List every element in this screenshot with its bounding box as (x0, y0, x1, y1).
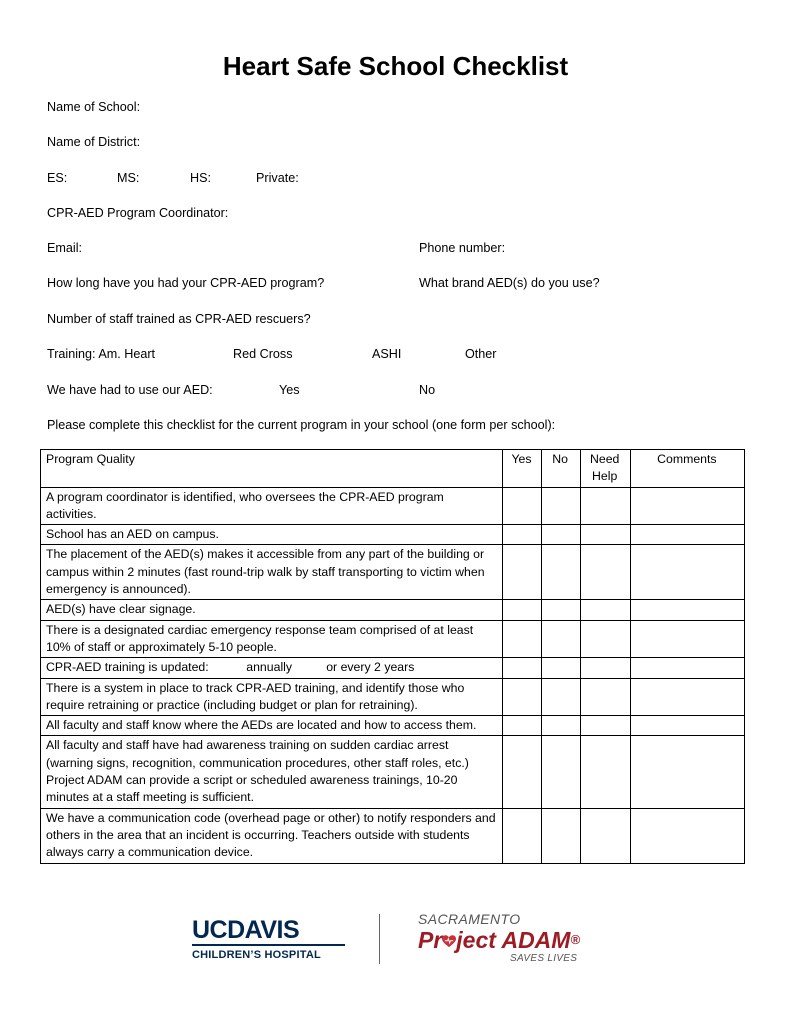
logo-saves-lives-text: SAVES LIVES (510, 953, 578, 964)
page-title: Heart Safe School Checklist (222, 51, 569, 81)
comments-cell[interactable] (630, 678, 744, 716)
training-other: Other (465, 347, 497, 361)
need-help-cell[interactable] (580, 736, 630, 808)
yes-cell[interactable] (503, 658, 541, 678)
comments-cell[interactable] (630, 525, 744, 545)
checklist-item-text: CPR-AED training is updated: annually or every 2 years (41, 658, 503, 678)
yes-cell[interactable] (503, 736, 541, 808)
need-help-cell[interactable] (580, 808, 630, 863)
yes-cell[interactable] (503, 808, 541, 863)
need-help-cell[interactable] (580, 678, 630, 716)
phone-label: Phone number: (419, 241, 506, 255)
checklist-item-text: AED(s) have clear signage. (41, 600, 503, 620)
logo-uc-text: UC (192, 916, 228, 944)
header-no: No (541, 450, 580, 488)
need-help-cell[interactable] (580, 658, 630, 678)
email-label: Email: (47, 241, 82, 255)
level-hs-label: HS: (190, 171, 211, 185)
level-private-label: Private: (256, 171, 299, 185)
yes-cell[interactable] (503, 716, 541, 736)
comments-cell[interactable] (630, 620, 744, 658)
table-row (41, 658, 745, 678)
program-length-label: How long have you had your CPR-AED program? (47, 276, 325, 290)
no-cell[interactable] (541, 808, 580, 863)
heart-icon (442, 935, 456, 948)
checklist-table (40, 449, 745, 864)
school-name-label: Name of School: (47, 100, 141, 114)
table-row (41, 525, 745, 545)
checklist-item-text: School has an AED on campus. (41, 525, 503, 545)
no-cell[interactable] (541, 525, 580, 545)
table-row (41, 716, 745, 736)
aed-brand-label: What brand AED(s) do you use? (419, 276, 600, 290)
logo-project-text-2: ject ADAM (456, 927, 571, 953)
no-cell[interactable] (541, 620, 580, 658)
no-cell[interactable] (541, 716, 580, 736)
header-need-help: Need Help (580, 450, 630, 488)
table-row (41, 678, 745, 716)
level-ms-label: MS: (117, 171, 140, 185)
table-row (41, 487, 745, 525)
district-name-label: Name of District: (47, 135, 141, 149)
need-help-cell[interactable] (580, 620, 630, 658)
no-cell[interactable] (541, 600, 580, 620)
checklist-item-text: There is a system in place to track CPR-AED training, and identify those who require retraining or practice (including budget or plan for retraining). (41, 678, 503, 716)
checklist-item-text: We have a communication code (overhead page or other) to notify responders and others in the area that an incident is occurring. Teachers outside with students always carry a communication device. (41, 808, 503, 863)
checklist-item-text: All faculty and staff have had awareness training on sudden cardiac arrest (warning signs, recognition, communication procedures, other staff roles, etc.) Project ADAM can provide a script or scheduled awareness trainings, 10-20 minutes at a staff meeting is sufficient. (41, 736, 503, 808)
table-row (41, 600, 745, 620)
logo-divider (379, 914, 380, 964)
checklist-item-text: There is a designated cardiac emergency response team comprised of at least 10% of staff or approximately 5-10 people. (41, 620, 503, 658)
logo-rule (192, 944, 345, 946)
table-row (41, 736, 745, 808)
yes-cell[interactable] (503, 525, 541, 545)
yes-cell[interactable] (503, 678, 541, 716)
logo-hospital-text: CHILDREN’S HOSPITAL (192, 949, 321, 961)
comments-cell[interactable] (630, 736, 744, 808)
comments-cell[interactable] (630, 716, 744, 736)
used-aed-label: We have had to use our AED: (47, 383, 213, 397)
logo-davis-text: DAVIS (227, 916, 300, 944)
instructions-text: Please complete this checklist for the current program in your school (one form per school): (47, 418, 556, 432)
header-comments: Comments (630, 450, 744, 488)
staff-trained-label: Number of staff trained as CPR-AED rescuers? (47, 312, 311, 326)
training-ashi: ASHI (372, 347, 402, 361)
need-help-cell[interactable] (580, 600, 630, 620)
no-cell[interactable] (541, 545, 580, 600)
comments-cell[interactable] (630, 658, 744, 678)
level-es-label: ES: (47, 171, 68, 185)
project-adam-logo (418, 912, 593, 968)
coordinator-label: CPR-AED Program Coordinator: (47, 206, 229, 220)
logo-sacramento-text: SACRAMENTO (418, 911, 521, 927)
comments-cell[interactable] (630, 600, 744, 620)
checklist-item-text: A program coordinator is identified, who oversees the CPR-AED program activities. (41, 487, 503, 525)
comments-cell[interactable] (630, 808, 744, 863)
ucdavis-childrens-hospital-logo (192, 918, 352, 964)
header-yes: Yes (503, 450, 541, 488)
registered-mark: ® (570, 932, 581, 947)
training-label: Training: Am. Heart (47, 347, 156, 361)
used-aed-no: No (419, 383, 436, 397)
table-row (41, 808, 745, 863)
yes-cell[interactable] (503, 487, 541, 525)
logo-project-text-1: Pr (418, 927, 443, 953)
need-help-cell[interactable] (580, 716, 630, 736)
training-red-cross: Red Cross (233, 347, 293, 361)
comments-cell[interactable] (630, 545, 744, 600)
no-cell[interactable] (541, 487, 580, 525)
need-help-cell[interactable] (580, 525, 630, 545)
need-help-cell[interactable] (580, 487, 630, 525)
no-cell[interactable] (541, 736, 580, 808)
yes-cell[interactable] (503, 545, 541, 600)
no-cell[interactable] (541, 658, 580, 678)
table-header-row (41, 450, 745, 488)
no-cell[interactable] (541, 678, 580, 716)
table-row (41, 620, 745, 658)
header-program-quality: Program Quality (41, 450, 503, 488)
checklist-item-text: The placement of the AED(s) makes it accessible from any part of the building or campus within 2 minutes (fast round-trip walk by staff transporting to victim when emergency is announced). (41, 545, 503, 600)
yes-cell[interactable] (503, 600, 541, 620)
checklist-item-text: All faculty and staff know where the AEDs are located and how to access them. (41, 716, 503, 736)
used-aed-yes: Yes (279, 383, 300, 397)
table-row (41, 545, 745, 600)
need-help-cell[interactable] (580, 545, 630, 600)
yes-cell[interactable] (503, 620, 541, 658)
comments-cell[interactable] (630, 487, 744, 525)
